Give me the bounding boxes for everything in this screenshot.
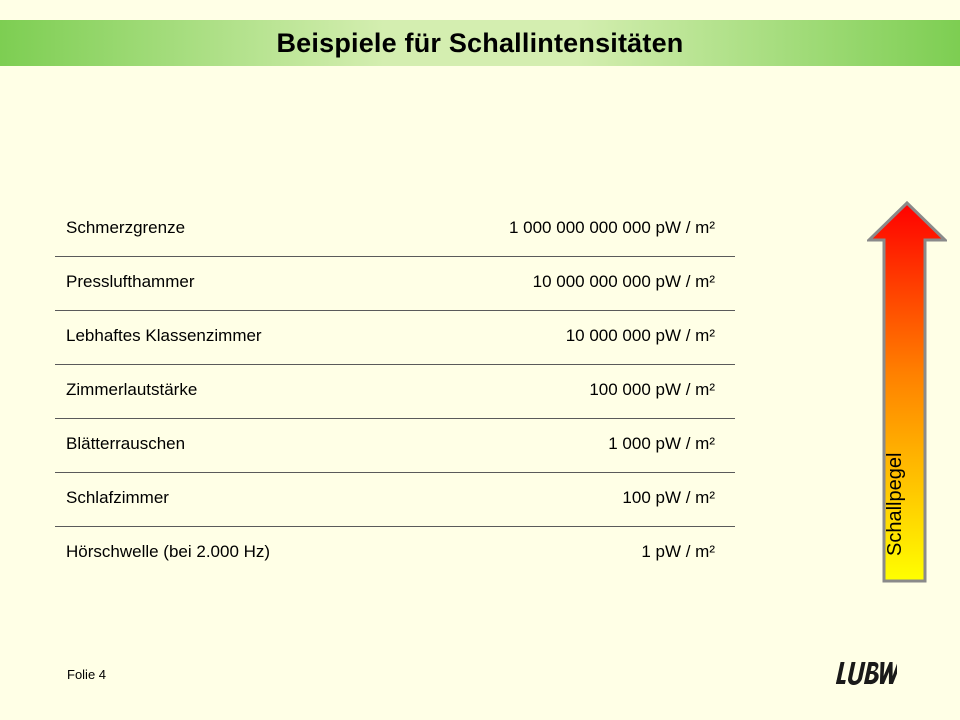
table-row (55, 311, 735, 365)
row-label: Hörschwelle (bei 2.000 Hz) (66, 542, 271, 561)
table-row (55, 527, 735, 580)
row-value: 100 pW / m² (622, 488, 715, 507)
row-label: Zimmerlautstärke (66, 380, 198, 399)
row-label: Lebhaftes Klassenzimmer (66, 326, 262, 345)
scale-label: Schallpegel (884, 452, 906, 556)
row-value: 1 pW / m² (641, 542, 715, 561)
table-row (55, 203, 735, 257)
table-row (55, 257, 735, 311)
row-label: Presslufthammer (66, 272, 195, 291)
row-value: 1 000 000 000 000 pW / m² (508, 218, 715, 237)
lubw-logo (835, 660, 897, 686)
row-value: 10 000 000 pW / m² (565, 326, 715, 345)
intensity-table (55, 203, 735, 580)
table-row (55, 473, 735, 527)
slide-number: Folie 4 (67, 667, 107, 682)
slide-title: Beispiele für Schallintensitäten (276, 27, 684, 58)
row-label: Schlafzimmer (66, 488, 169, 507)
sound-level-arrow (867, 200, 947, 585)
row-label: Blätterrauschen (66, 434, 186, 453)
row-value: 10 000 000 000 pW / m² (532, 272, 715, 291)
arrow-shape (869, 203, 945, 581)
table-row (55, 419, 735, 473)
title-bar (0, 20, 960, 66)
row-value: 100 000 pW / m² (589, 380, 715, 399)
row-value: 1 000 pW / m² (608, 434, 715, 453)
table-row (55, 365, 735, 419)
row-label: Schmerzgrenze (66, 218, 186, 237)
